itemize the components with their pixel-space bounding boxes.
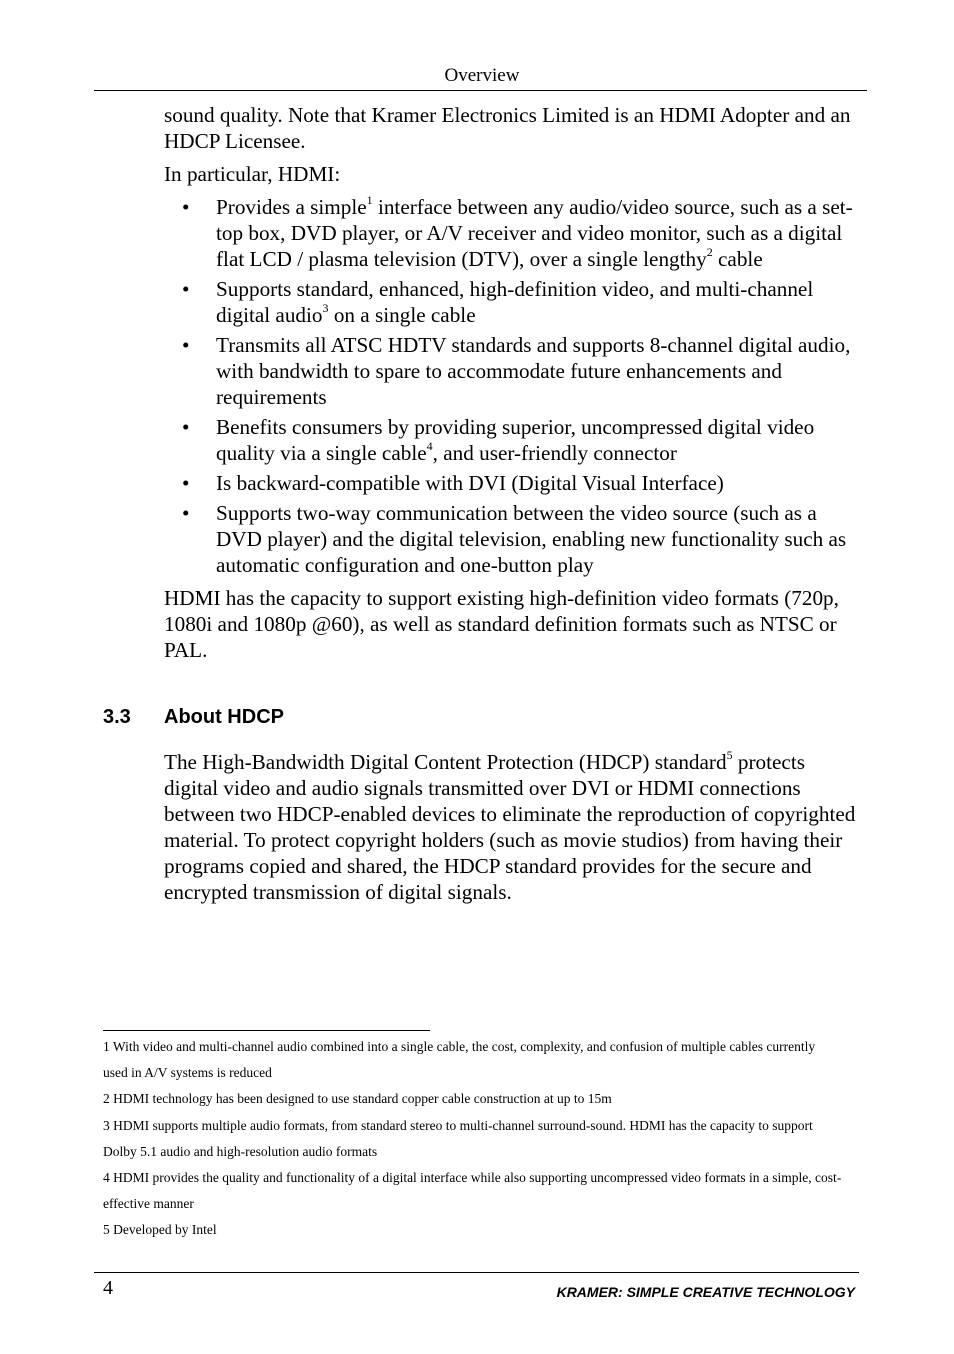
footer-brand: KRAMER: SIMPLE CREATIVE TECHNOLOGY (556, 1284, 855, 1300)
header-divider (94, 90, 867, 91)
footnote: 5 Developed by Intel (103, 1222, 217, 1238)
list-item: • Is backward-compatible with DVI (Digital Visual Interface) (182, 471, 724, 495)
main-body (164, 102, 864, 670)
intro-lead: In particular, HDMI: (164, 162, 341, 186)
list-item: • Supports standard, enhanced, high-definition video, and multi-channel digital audio$^3$ on a single cable (182, 277, 814, 327)
bullet-marker: • (182, 415, 190, 439)
bullet-marker: • (182, 501, 190, 525)
bullet-marker: • (182, 333, 190, 357)
page-number: 4 (103, 1277, 113, 1299)
list-item: • Supports two-way communication between the video source (such as a DVD player) and the digital television, enabling new functionality such as automatic configuration and one-button play (182, 501, 847, 577)
section-title: About HDCP (164, 706, 284, 728)
footnote-ref: 4 (426, 438, 433, 453)
footnote: 1 With video and multi-channel audio combined into a single cable, the cost, complexity, and confusion of multiple cables currently used in A/V systems is reduced (103, 1039, 816, 1081)
footnote-ref: 3 (322, 300, 329, 315)
bullet-marker: • (182, 195, 190, 219)
footer-divider (94, 1272, 859, 1273)
footnotes (103, 1034, 843, 1244)
bullet-marker: • (182, 277, 190, 301)
hdmi-feature-list (164, 194, 864, 578)
closing-paragraph: HDMI has the capacity to support existing high-definition video formats (720p, 1080i and 1080p @60), as well as standard definition formats such as NTSC or PAL. (164, 586, 839, 662)
footnote: 2 HDMI technology has been designed to use standard copper cable construction at up to 15m (103, 1091, 612, 1107)
list-item: • Benefits consumers by providing superior, uncompressed digital video quality via a single cable$^4$, and user-friendly connector (182, 415, 815, 465)
footnote-ref: 5 (726, 747, 733, 762)
intro-continuation: sound quality. Note that Kramer Electronics Limited is an HDMI Adopter and an HDCP Licensee. (164, 103, 851, 153)
section-number: 3.3 (103, 706, 131, 728)
bullet-marker: • (182, 471, 190, 495)
page-header-title: Overview (444, 65, 520, 86)
list-item: • Provides a simple$^1$ interface between any audio/video source, such as a set-top box, DVD player, or A/V receiver and video monitor, such as a digital flat LCD / plasma television (DTV), over a single lengthy$^2$ cable (182, 192, 853, 271)
footnote-ref: 2 (706, 244, 713, 259)
footnote-ref: 1 (366, 192, 373, 207)
footnote: 3 HDMI supports multiple audio formats, from standard stereo to multi-channel surround-sound. HDMI has the capacity to support Dolby 5.1 audio and high-resolution audio formats (103, 1117, 813, 1159)
footnote-divider (103, 1030, 430, 1031)
list-item: • Transmits all ATSC HDTV standards and supports 8-channel digital audio, with bandwidth to spare to accommodate future enhancements and requirements (182, 333, 851, 409)
section-heading (103, 704, 284, 730)
section-paragraph: The High-Bandwidth Digital Content Protection (HDCP) standard$^5$ protects digital video and audio signals transmitted over DVI or HDMI connections between two HDCP-enabled devices to eliminate the reproduction of copyrighted material. To protect copyright holders (such as movie studios) from having their programs copied and shared, the HDCP standard provides for the secure and encrypted transmission of digital signals. (164, 747, 856, 904)
footnote: 4 HDMI provides the quality and functionality of a digital interface while also supporting uncompressed video formats in a simple, cost-effective manner (103, 1170, 842, 1212)
